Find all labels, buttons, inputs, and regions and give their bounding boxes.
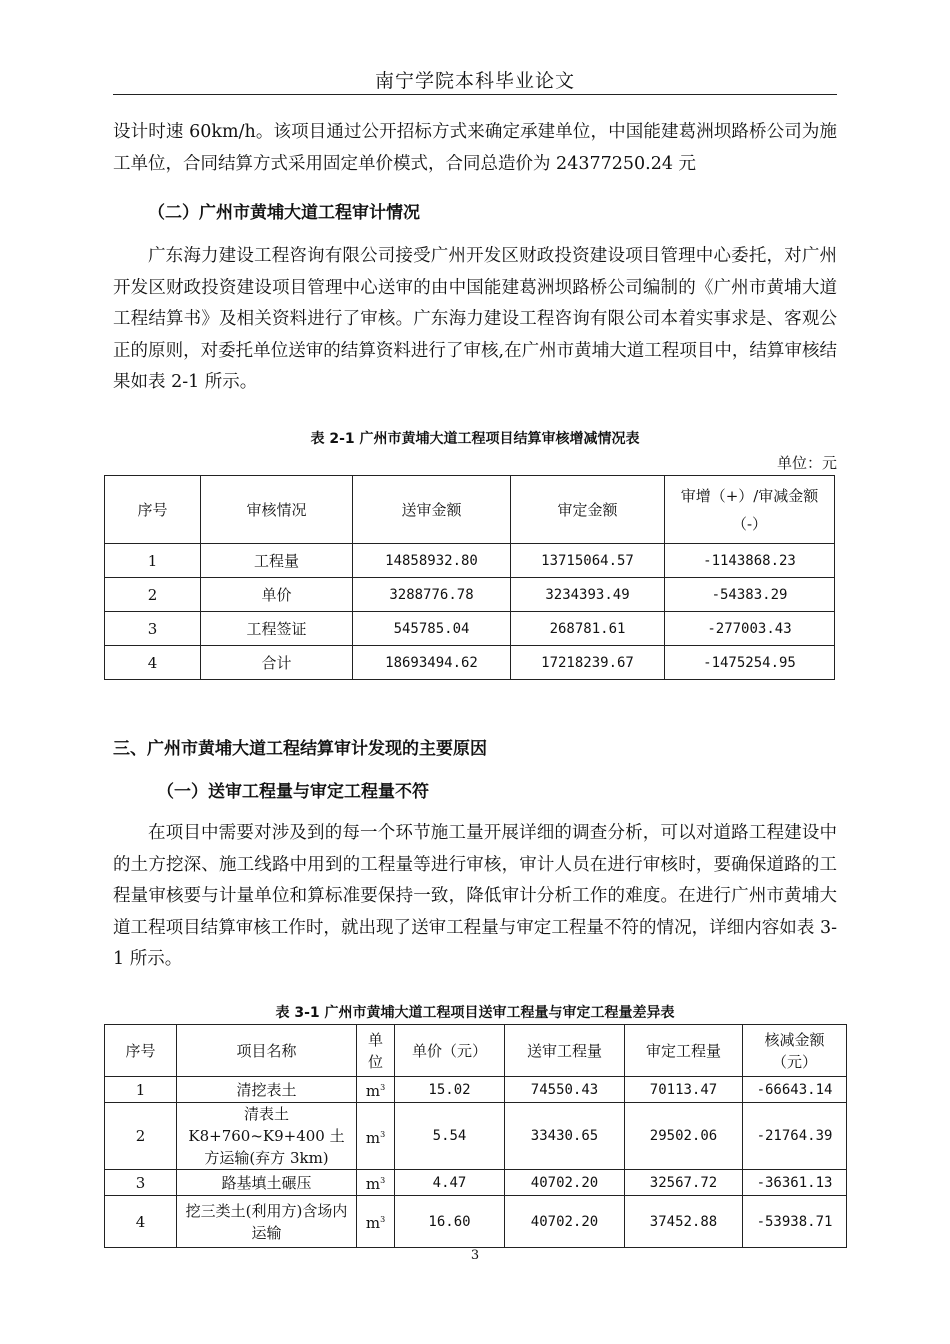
table-1-header: 审核情况 bbox=[201, 476, 353, 544]
table-cell: 18693494.62 bbox=[353, 646, 511, 680]
table-2-header: 单位 bbox=[357, 1025, 395, 1077]
table-cell: 32567.72 bbox=[625, 1170, 743, 1196]
table-1-caption: 表 2-1 广州市黄埔大道工程项目结算审核增减情况表 bbox=[310, 431, 640, 447]
table-cell: 70113.47 bbox=[625, 1077, 743, 1103]
unit-cell bbox=[357, 1170, 395, 1196]
section-2-paragraph: 广东海力建设工程咨询有限公司接受广州开发区财政投资建设项目管理中心委托，对广州开发区财政投资建设项目管理中心送审的由中国能建葛洲坝路桥公司编制的《广州市黄埔大道工程结算书》及相关资料进行了审核。广东海力建设工程咨询有限公司本着实事求是、客观公正的原则，对委托单位送审的结算资料进行了审核,在广州市黄埔大道工程项目中，结算审核结果如表 2-1 所示。 bbox=[113, 246, 837, 392]
unit-base: m bbox=[365, 1128, 381, 1147]
table-1-header: 审定金额 bbox=[511, 476, 665, 544]
table-cell: 40702.20 bbox=[505, 1170, 625, 1196]
table-cell: -277003.43 bbox=[665, 612, 835, 646]
table-2-header: 核减金额（元） bbox=[743, 1025, 847, 1077]
table-2-caption: 表 3-1 广州市黄埔大道工程项目送审工程量与审定工程量差异表 bbox=[275, 1005, 675, 1021]
table-1-header: 送审金额 bbox=[353, 476, 511, 544]
unit-exponent: 3 bbox=[380, 1215, 386, 1224]
table-cell: -66643.14 bbox=[743, 1077, 847, 1103]
section-3-1-paragraph: 在项目中需要对涉及到的每一个环节施工量开展详细的调查分析，可以对道路工程建设中的土方挖深、施工线路中用到的工程量等进行审核，审计人员在进行审核时，要确保道路的工程量审核要与计量单位和算标准要保持一致，降低审计分析工作的难度。在进行广州市黄埔大道工程项目结算审核工作时，就出现了送审工程量与审定工程量不符的情况，详细内容如表 3-1 所示。 bbox=[113, 823, 837, 969]
unit-exponent: 3 bbox=[380, 1083, 386, 1092]
page-number: 3 bbox=[470, 1248, 480, 1263]
table-row bbox=[105, 1103, 847, 1170]
table-cell: 14858932.80 bbox=[353, 544, 511, 578]
section-3-1-paragraph-block bbox=[113, 818, 837, 976]
table-cell: -21764.39 bbox=[743, 1103, 847, 1170]
unit-cell bbox=[357, 1103, 395, 1170]
section-2-heading: （二）广州市黄埔大道工程审计情况 bbox=[148, 203, 420, 223]
table-cell: 路基填土碾压 bbox=[177, 1170, 357, 1196]
table-1-header: 序号 bbox=[105, 476, 201, 544]
table-2-header-row bbox=[105, 1025, 847, 1077]
table-1-header: 审增（+）/审减金额（-） bbox=[665, 476, 835, 544]
table-row bbox=[105, 646, 835, 680]
intro-paragraph-block bbox=[113, 117, 837, 180]
table-cell: -36361.13 bbox=[743, 1170, 847, 1196]
table-cell: 268781.61 bbox=[511, 612, 665, 646]
table-1-header-row bbox=[105, 476, 835, 544]
table-cell: 清表土 K8+760~K9+400 土方运输(弃方 3km) bbox=[177, 1103, 357, 1170]
table-cell: 4 bbox=[105, 1196, 177, 1248]
table-cell: 1 bbox=[105, 1077, 177, 1103]
page-header-title: 南宁学院本科毕业论文 bbox=[374, 70, 575, 92]
table-2-header: 项目名称 bbox=[177, 1025, 357, 1077]
table-row bbox=[105, 1077, 847, 1103]
table-row bbox=[105, 1196, 847, 1248]
table-cell: 37452.88 bbox=[625, 1196, 743, 1248]
table-cell: 3 bbox=[105, 1170, 177, 1196]
unit-base: m bbox=[365, 1082, 381, 1100]
table-row bbox=[105, 578, 835, 612]
unit-base: m bbox=[365, 1214, 381, 1232]
table-cell: 合计 bbox=[201, 646, 353, 680]
table-cell: -1143868.23 bbox=[665, 544, 835, 578]
table-cell: 13715064.57 bbox=[511, 544, 665, 578]
table-cell: 29502.06 bbox=[625, 1103, 743, 1170]
table-row bbox=[105, 1170, 847, 1196]
table-2-header: 送审工程量 bbox=[505, 1025, 625, 1077]
table-cell: 2 bbox=[105, 1103, 177, 1170]
table-2-header: 单价（元） bbox=[395, 1025, 505, 1077]
table-2-header: 序号 bbox=[105, 1025, 177, 1077]
section-3-1-heading: （一）送审工程量与审定工程量不符 bbox=[157, 782, 429, 802]
table-cell: 清挖表土 bbox=[177, 1077, 357, 1103]
table-cell: 3288776.78 bbox=[353, 578, 511, 612]
table-row bbox=[105, 612, 835, 646]
table-cell: 5.54 bbox=[395, 1103, 505, 1170]
table-cell: 545785.04 bbox=[353, 612, 511, 646]
table-cell: -1475254.95 bbox=[665, 646, 835, 680]
table-1-unit: 单位：元 bbox=[776, 454, 837, 472]
table-cell: -54383.29 bbox=[665, 578, 835, 612]
table-cell: 15.02 bbox=[395, 1077, 505, 1103]
table-cell: 2 bbox=[105, 578, 201, 612]
section-2-paragraph-block bbox=[113, 241, 837, 399]
table-cell: 单价 bbox=[201, 578, 353, 612]
table-cell: 40702.20 bbox=[505, 1196, 625, 1248]
table-cell: 工程量 bbox=[201, 544, 353, 578]
table-cell: -53938.71 bbox=[743, 1196, 847, 1248]
table-cell: 1 bbox=[105, 544, 201, 578]
table-row bbox=[105, 544, 835, 578]
table-cell: 74550.43 bbox=[505, 1077, 625, 1103]
table-cell: 4.47 bbox=[395, 1170, 505, 1196]
table-1 bbox=[104, 475, 835, 680]
unit-cell bbox=[357, 1196, 395, 1248]
table-cell: 17218239.67 bbox=[511, 646, 665, 680]
intro-paragraph: 设计时速 60km/h。该项目通过公开招标方式来确定承建单位，中国能建葛洲坝路桥公司为施工单位，合同结算方式采用固定单价模式，合同总造价为 24377250.24 元 bbox=[113, 122, 837, 174]
unit-base: m bbox=[365, 1175, 381, 1193]
table-2 bbox=[104, 1024, 847, 1248]
table-cell: 3234393.49 bbox=[511, 578, 665, 612]
section-3-heading: 三、广州市黄埔大道工程结算审计发现的主要原因 bbox=[113, 739, 487, 759]
unit-exponent: 3 bbox=[380, 1129, 386, 1139]
table-cell: 33430.65 bbox=[505, 1103, 625, 1170]
header-divider bbox=[113, 94, 837, 95]
table-cell: 挖三类土(利用方)含场内运输 bbox=[177, 1196, 357, 1248]
table-2-header: 审定工程量 bbox=[625, 1025, 743, 1077]
table-cell: 3 bbox=[105, 612, 201, 646]
table-cell: 16.60 bbox=[395, 1196, 505, 1248]
table-cell: 工程签证 bbox=[201, 612, 353, 646]
unit-cell bbox=[357, 1077, 395, 1103]
table-cell: 4 bbox=[105, 646, 201, 680]
unit-exponent: 3 bbox=[380, 1176, 386, 1185]
